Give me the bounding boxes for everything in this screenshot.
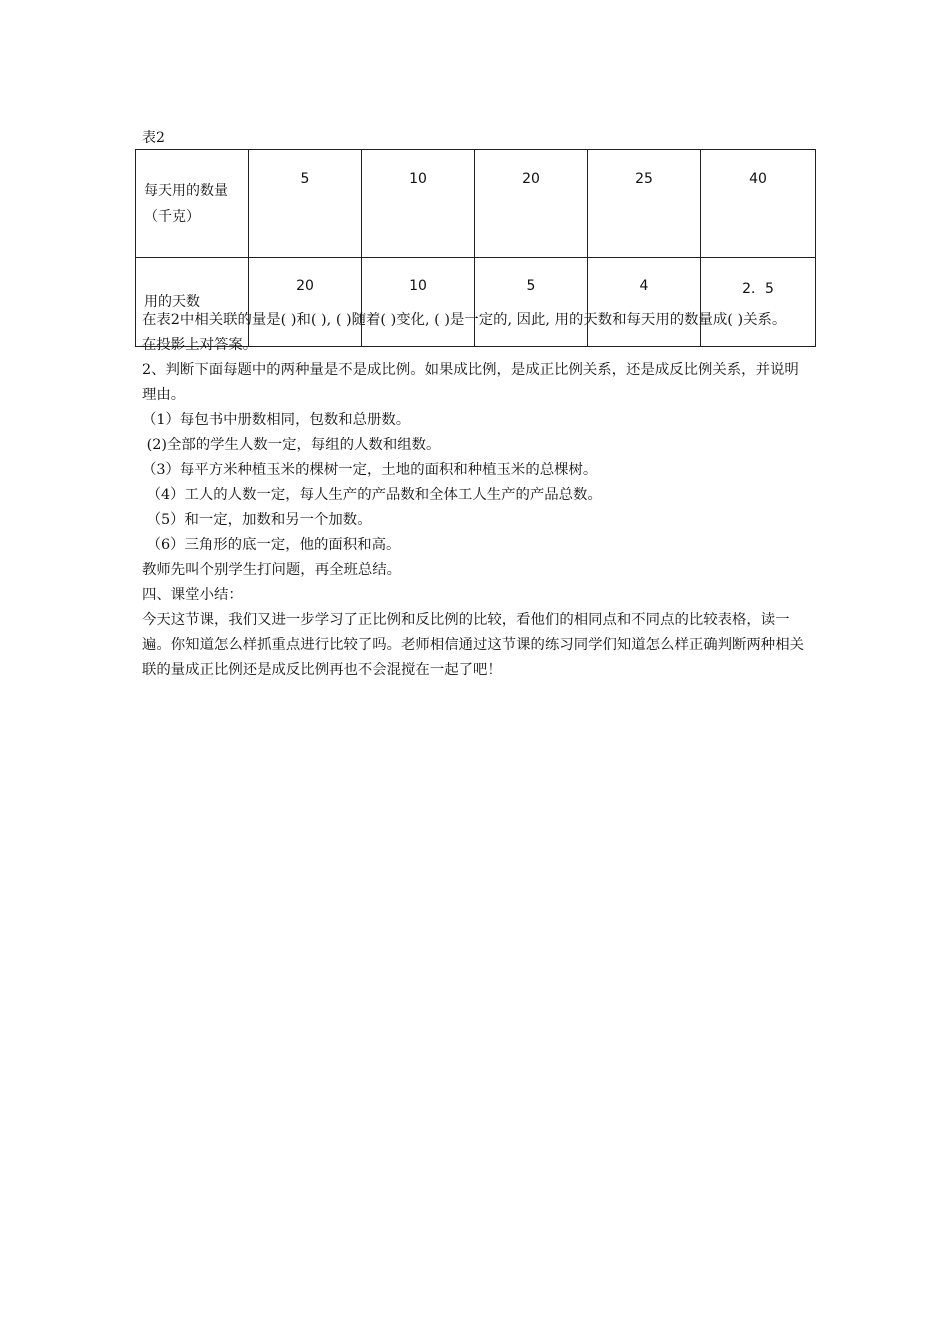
table-cell: 10 [362, 258, 475, 347]
table-cell: 5 [475, 258, 588, 347]
table-caption: 表2 [142, 130, 165, 146]
table-row [136, 150, 816, 258]
table-cell: 2．5 [701, 258, 816, 347]
table-cell: 25 [588, 150, 701, 258]
paragraph-summary: 今天这节课，我们又进一步学习了正比例和反比例的比较，看他们的相同点和不同点的比较表格，读一遍。你知道怎么样抓重点进行比较了吗。老师相信通过这节课的练习同学们知道怎么样正确判断两种相关联的量成正比例还是成反比例再也不会混搅在一起了吧！ [142, 612, 804, 678]
row-header: 每天用的数量（千克） [136, 150, 249, 258]
question-6: （6）三角形的底一定，他的面积和高。 [142, 537, 401, 553]
row-header: 用的天数 [136, 258, 249, 347]
paragraph-fill-blanks: 在表2中相关联的量是( )和( ), ( )随着( )变化, ( )是一定的, 因此, 用的天数和每天用的数量成( )关系。 [142, 312, 787, 328]
question-4: （4）工人的人数一定，每人生产的产品数和全体工人生产的产品总数。 [142, 487, 602, 503]
table-cell: 20 [249, 258, 362, 347]
paragraph-projection: 在投影上对答案。 [142, 337, 258, 353]
question-1: （1）每包书中册数相同，包数和总册数。 [142, 412, 411, 428]
table-cell: 40 [701, 150, 816, 258]
paragraph-exercise-2: 2、判断下面每题中的两种量是不是成比例。如果成比例，是成正比例关系，还是成反比例关系，并说明理由。 [142, 362, 799, 403]
section-heading-summary: 四、课堂小结： [142, 587, 243, 603]
table-cell: 20 [475, 150, 588, 258]
question-2: (2)全部的学生人数一定，每组的人数和组数。 [142, 437, 441, 453]
question-3: （3）每平方米种植玉米的棵树一定，土地的面积和种植玉米的总棵树。 [142, 462, 598, 478]
table-cell: 10 [362, 150, 475, 258]
paragraph-teacher: 教师先叫个别学生打问题，再全班总结。 [142, 562, 402, 578]
body-text [142, 308, 810, 683]
table-cell: 4 [588, 258, 701, 347]
question-5: （5）和一定，加数和另一个加数。 [142, 512, 372, 528]
table-cell: 5 [249, 150, 362, 258]
